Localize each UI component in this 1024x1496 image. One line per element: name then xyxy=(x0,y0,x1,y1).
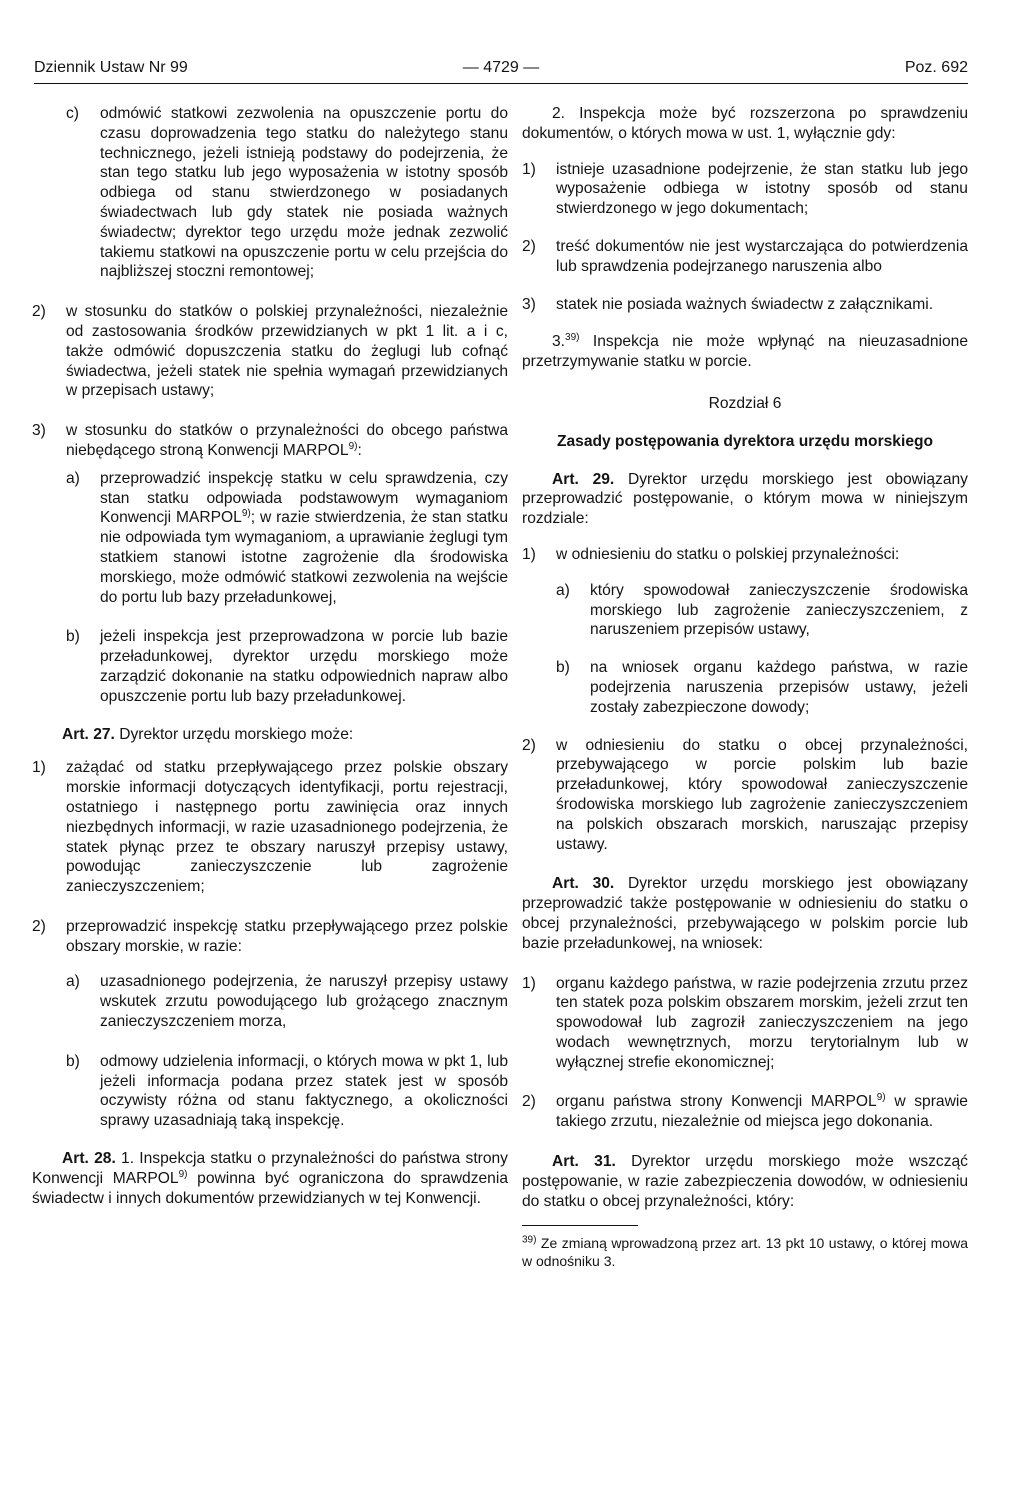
art29-point-1a xyxy=(556,581,968,640)
r-point-1 xyxy=(522,160,968,219)
point-label: 2) xyxy=(522,736,536,754)
article-title: Art. 27. xyxy=(62,725,115,743)
point-3b xyxy=(66,627,508,706)
point-label: 2) xyxy=(32,303,46,321)
footnote: $^{39)}$ Ze zmianą wprowadzoną przez art. 13 pkt 10 ustawy, o której mowa w odnośniku 3. xyxy=(522,1234,968,1270)
point-label: 2) xyxy=(522,237,536,255)
point-label: 3) xyxy=(32,422,46,440)
article-title: Art. 30. xyxy=(552,875,615,893)
point-text: zażądać od statku przepływającego przez polskie obszary morskie informacji dotyczących identyfikacji, portu rejestracji, ostatniego i następnego portu zawinięcia oraz innych niezbędnych informacji, w razie uzasadnionego podejrzenia, że statek płynąc przez te obszary naruszył przepisy ustawy, powodując zanieczyszczenie lub zagrożenie zanieczyszczeniem; xyxy=(66,759,508,896)
point-text: w stosunku do statków o przynależności do obcego państwa niebędącego stroną Konwencji MARPOL$^{9)}$: xyxy=(66,422,508,459)
point-text: odmowy udzielenia informacji, o których mowa w pkt 1, lub jeżeli informacja podana przez statek jest w sposób oczywisty różna od stanu faktycznego, a okoliczności sprawy uzasadniają taką inspekcję. xyxy=(100,1052,508,1130)
header-rule xyxy=(34,83,968,84)
position-number: Poz. 692 xyxy=(904,59,968,76)
point-3 xyxy=(32,421,508,706)
point-text: statek nie posiada ważnych świadectw z załącznikami. xyxy=(556,295,934,313)
point-label: 1) xyxy=(522,160,536,178)
point-text: treść dokumentów nie jest wystarczająca do potwierdzenia lub sprawdzenia podejrzanego naruszenia albo xyxy=(556,237,968,275)
article-title: Art. 31. xyxy=(552,1153,616,1171)
point-label: a) xyxy=(556,581,570,599)
point-text: w stosunku do statków o polskiej przynależności, niezależnie od zastosowania środków przewidzianych w pkt 1 lit. a i c, także odmówić dopuszczenia statku do żeglugi lub cofnąć świadectwa, jeżeli statek nie spełnia wymagań przewidzianych w przepisach ustawy; xyxy=(66,303,508,400)
article-27: Art. 27. Dyrektor urzędu morskiego może: xyxy=(62,725,354,743)
page-header xyxy=(34,56,968,80)
point-text: odmówić statkowi zezwolenia na opuszczenie portu do czasu doprowadzenia tego statku do należytego stanu technicznego, jeżeli istnieją podstawy do podejrzenia, że stan tego statku lub jego wyposażenia w istotny sposób odbiega od stanu stwierdzonego w posiadanych świadectwach lub gdy statek nie posiada ważnych świadectw; dyrektor tego urzędu może jednak zezwolić takiemu statkowi na opuszczenie portu w celu przejścia do najbliższej stoczni remontowej; xyxy=(100,105,508,281)
point-text: przeprowadzić inspekcję statku w celu sprawdzenia, czy stan statku odpowiada podstawowym wymaganiom Konwencji MARPOL$^{9)}$; w razie stwierdzenia, że stan statku nie odpowiada tym wymaganiom, a uprawianie żeglugi tym statkiem stanowi istotne zagrożenie dla środowiska morskiego, może odmówić statkowi zezwolenia na wejście do portu lub bazy przeładunkowej, xyxy=(100,469,508,606)
point-text: przeprowadzić inspekcję statku przepływającego przez polskie obszary morskie, w razie: xyxy=(66,917,508,955)
point-label: 2) xyxy=(522,1093,536,1111)
point-label: b) xyxy=(66,628,80,646)
point-text: który spowodował zanieczyszczenie środowiska morskiego lub zagrożenie zanieczyszczeniem, z naruszeniem przepisów ustawy, xyxy=(590,581,968,639)
point-text: w odniesieniu do statku o obcej przynależności, przebywającego w porcie polskim lub bazie przeładunkowej, który spowodował zanieczyszczenie środowiska morskiego lub zagrożenie zanieczyszczeniem na polskich obszarach morskich, naruszając przepisy ustawy. xyxy=(556,736,968,853)
art27-point-1 xyxy=(32,758,508,897)
journal-title: Dziennik Ustaw Nr 99 xyxy=(34,59,188,76)
article-title: Art. 29. xyxy=(552,470,615,488)
point-label: 1) xyxy=(32,759,46,777)
point-label: b) xyxy=(66,1052,80,1070)
art29-point-1b xyxy=(556,658,968,717)
article-29: Art. 29. Dyrektor urzędu morskiego jest obowiązany przeprowadzić postępowanie, o którym mowa w niniejszym rozdziale: xyxy=(522,470,968,528)
point-text: jeżeli inspekcja jest przeprowadzona w porcie lub bazie przeładunkowej, dyrektor urzędu morskiego może zarządzić dokonanie na statku odpowiednich napraw albo opuszczenie portu lub bazy przeładunkowej. xyxy=(100,628,508,705)
art29-point-1 xyxy=(522,545,968,718)
point-label: 1) xyxy=(522,974,536,992)
chapter-heading: Rozdział 6 xyxy=(708,394,782,412)
point-label: b) xyxy=(556,659,570,677)
point-2 xyxy=(32,302,508,401)
article-title: Art. 28. xyxy=(62,1150,116,1168)
article-30: Art. 30. Dyrektor urzędu morskiego jest obowiązany przeprowadzić także postępowanie w odniesieniu do statku o obcej przynależności, przebywającego w polskim porcie lub bazie przeładunkowej, na wniosek: xyxy=(522,875,968,952)
point-text: uzasadnionego podejrzenia, że naruszył przepisy ustawy wskutek zrzutu powodującego lub grożącego znacznym zanieczyszczeniem morza, xyxy=(100,973,508,1031)
r-point-2 xyxy=(522,237,968,277)
art30-point-2 xyxy=(522,1092,968,1132)
art27-point-2a xyxy=(66,972,508,1031)
point-text: w odniesieniu do statku o polskiej przynależności: xyxy=(556,545,900,563)
point-label: a) xyxy=(66,973,80,991)
left-column xyxy=(32,104,508,1208)
point-text: istnieje uzasadnione podejrzenie, że stan statku lub jego wyposażenie odbiega w istotny sposób od stanu stwierdzonego w jego dokumentach; xyxy=(556,160,968,218)
article-31: Art. 31. Dyrektor urzędu morskiego może wszcząć postępowanie, w razie zabezpieczenia dowodów, w odniesieniu do statku o obcej przynależności, który: xyxy=(522,1153,968,1210)
point-3a xyxy=(66,469,508,608)
point-label: c) xyxy=(66,105,79,122)
point-label: a) xyxy=(66,469,80,487)
chapter-title: Zasady postępowania dyrektora urzędu morskiego xyxy=(556,432,934,450)
point-text: organu państwa strony Konwencji MARPOL$^{9)}$ w sprawie takiego zrzutu, niezależnie od miejsca jego dokonania. xyxy=(556,1092,968,1131)
point-label: 3) xyxy=(522,295,536,313)
r-point-3 xyxy=(522,295,968,315)
point-text: na wniosek organu każdego państwa, w razie podejrzenia naruszenia przepisów ustawy, jeżeli zostały zabezpieczone dowody; xyxy=(590,659,968,716)
article-28: Art. 28. 1. Inspekcja statku o przynależności do państwa strony Konwencji MARPOL$^{9)}$ powinna być ograniczona do sprawdzenia świadectw i innych dokumentów przewidzianych w tej Konwencji. xyxy=(32,1150,508,1207)
article-28-para-3: 3.$^{39)}$ Inspekcja nie może wpłynąć na nieuzasadnione przetrzymywanie statku w porcie. xyxy=(522,332,968,371)
art29-point-2 xyxy=(522,736,968,855)
art27-point-2b xyxy=(66,1052,508,1131)
point-label: 2) xyxy=(32,917,46,935)
page-number: — 4729 — xyxy=(462,59,540,76)
right-column xyxy=(522,104,968,1270)
art30-point-1 xyxy=(522,974,968,1073)
point-text: organu każdego państwa, w razie podejrzenia zrzutu przez ten statek poza polskim obszarem morskim, jeżeli zrzut ten spowodował lub zagroził zanieczyszczeniem na jego wodach wewnętrznych, morzu terytorialnym lub w wyłącznej strefie ekonomicznej; xyxy=(556,974,968,1071)
footnote-rule xyxy=(522,1225,638,1226)
point-c xyxy=(66,104,508,282)
point-label: 1) xyxy=(522,545,536,563)
art27-point-2 xyxy=(32,917,508,1131)
article-28-para-2: 2. Inspekcja może być rozszerzona po sprawdzeniu dokumentów, o których mowa w ust. 1, wyłącznie gdy: xyxy=(522,105,968,142)
